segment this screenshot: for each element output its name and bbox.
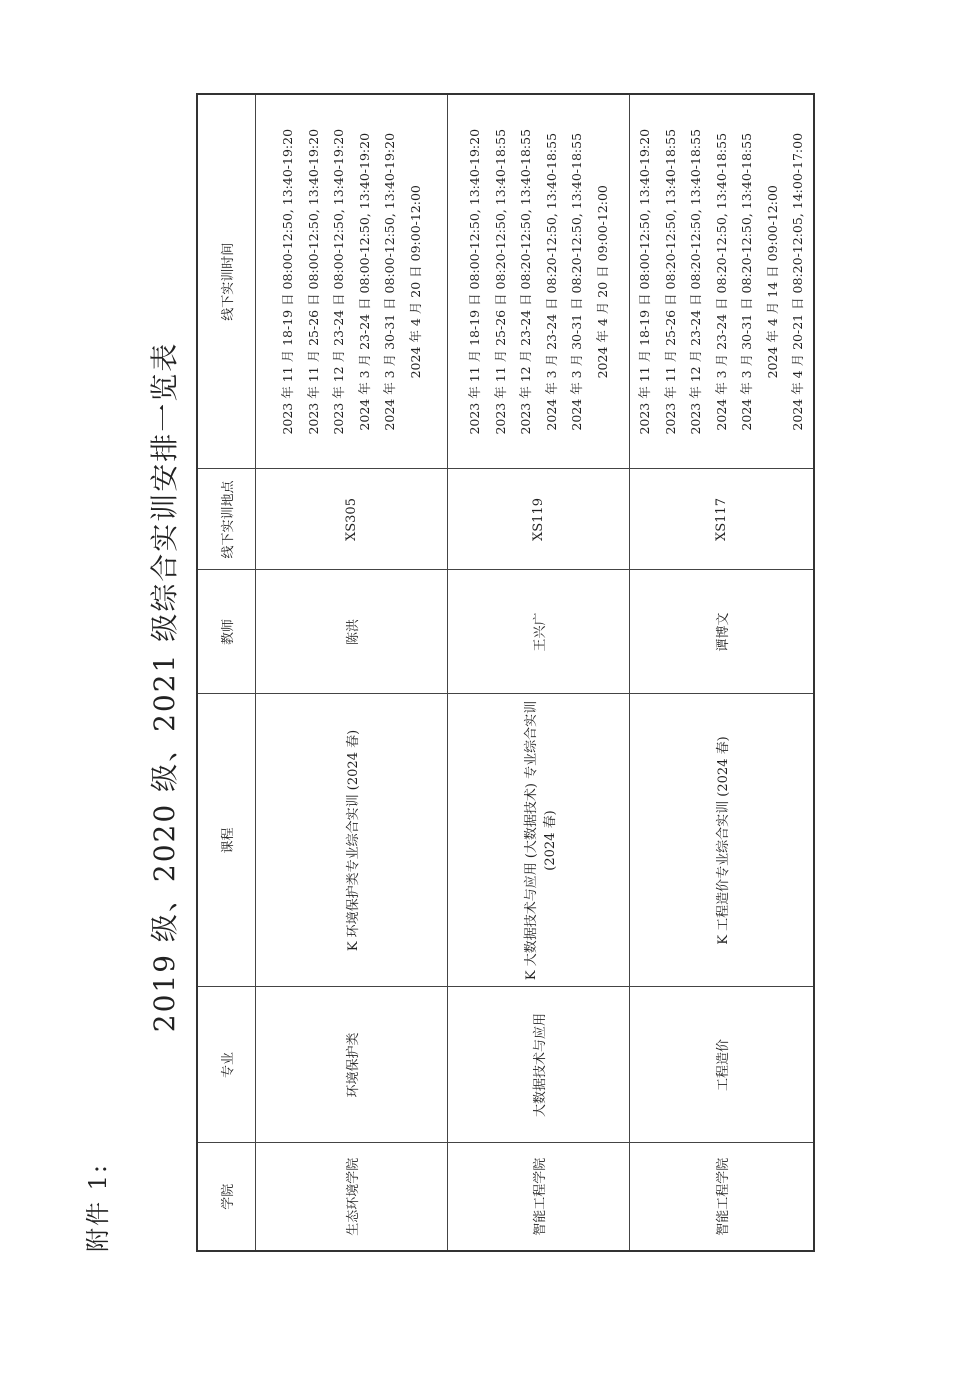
time-line: 2023 年 11 月 25-26 日 08:20-12:50, 13:40-18:55 — [662, 128, 678, 435]
time-line: 2024 年 3 月 30-31 日 08:20-12:50, 13:40-18:55 — [569, 132, 584, 431]
time-line: 2023 年 12 月 23-24 日 08:20-12:50, 13:40-18:55 — [688, 128, 703, 435]
schedule-table — [196, 93, 815, 1252]
header-college: 学院 — [197, 1143, 256, 1251]
header-time: 线下实训时间 — [197, 94, 256, 469]
table-row — [630, 94, 814, 1251]
cell-times — [630, 94, 814, 469]
time-line: 2023 年 11 月 18-19 日 08:00-12:50, 13:40-19:20 — [280, 128, 295, 435]
time-line: 2023 年 12 月 23-24 日 08:00-12:50, 13:40-19:20 — [331, 128, 346, 435]
header-major: 专业 — [197, 987, 256, 1143]
cell-major: 环境保护类 — [256, 987, 448, 1143]
cell-teacher: 谭博文 — [630, 570, 814, 694]
attachment-label: 附件 1: — [84, 1163, 112, 1252]
cell-college: 智能工程学院 — [630, 1143, 814, 1251]
cell-major: 大数据技术与应用 — [448, 987, 630, 1143]
cell-course: K 环境保护类专业综合实训 (2024 春) — [256, 694, 448, 987]
time-line: 2024 年 4 月 20 日 09:00-12:00 — [594, 185, 610, 379]
time-line: 2024 年 3 月 30-31 日 08:20-12:50, 13:40-18:55 — [739, 132, 754, 431]
cell-times — [448, 94, 630, 469]
cell-college: 生态环境学院 — [256, 1143, 448, 1251]
time-line: 2024 年 3 月 23-24 日 08:20-12:50, 13:40-18:55 — [713, 132, 729, 431]
table-row — [256, 94, 448, 1251]
time-line: 2024 年 3 月 23-24 日 08:20-12:50, 13:40-18:55 — [543, 132, 559, 431]
cell-times — [256, 94, 448, 469]
time-line: 2024 年 4 月 20 日 09:00-12:00 — [407, 185, 423, 379]
time-line: 2023 年 11 月 25-26 日 08:00-12:50, 13:40-19:20 — [305, 128, 321, 435]
time-line: 2024 年 3 月 30-31 日 08:00-12:50, 13:40-19:20 — [382, 132, 397, 431]
header-location: 线下实训地点 — [197, 469, 256, 570]
time-line: 2023 年 11 月 25-26 日 08:20-12:50, 13:40-18:55 — [492, 128, 508, 435]
cell-teacher: 陈洪 — [256, 570, 448, 694]
document-title: 2019 级、2020 级、2021 级综合实训安排一览表 — [148, 341, 181, 1033]
cell-course: K 工程造价专业综合实训 (2024 春) — [630, 694, 814, 987]
cell-major: 工程造价 — [630, 987, 814, 1143]
cell-location: XS119 — [448, 469, 630, 570]
time-line: 2024 年 3 月 23-24 日 08:00-12:50, 13:40-19:20 — [356, 132, 372, 431]
time-line: 2023 年 12 月 23-24 日 08:20-12:50, 13:40-18:55 — [518, 128, 533, 435]
time-line: 2023 年 11 月 18-19 日 08:00-12:50, 13:40-19:20 — [637, 128, 652, 435]
cell-college: 智能工程学院 — [448, 1143, 630, 1251]
table-row — [448, 94, 630, 1251]
header-teacher: 教师 — [197, 570, 256, 694]
cell-location: XS305 — [256, 469, 448, 570]
time-line: 2024 年 4 月 14 日 09:00-12:00 — [764, 185, 780, 379]
table-header-row — [197, 94, 256, 1251]
cell-location: XS117 — [630, 469, 814, 570]
cell-teacher: 王兴广 — [448, 570, 630, 694]
cell-course: K 大数据技术与应用 (大数据技术) 专业综合实训 (2024 春) — [448, 694, 630, 987]
time-line: 2023 年 11 月 18-19 日 08:00-12:50, 13:40-19:20 — [467, 128, 482, 435]
time-line: 2024 年 4 月 20-21 日 08:20-12:05, 14:00-17:00 — [790, 132, 805, 431]
header-course: 课程 — [197, 694, 256, 987]
